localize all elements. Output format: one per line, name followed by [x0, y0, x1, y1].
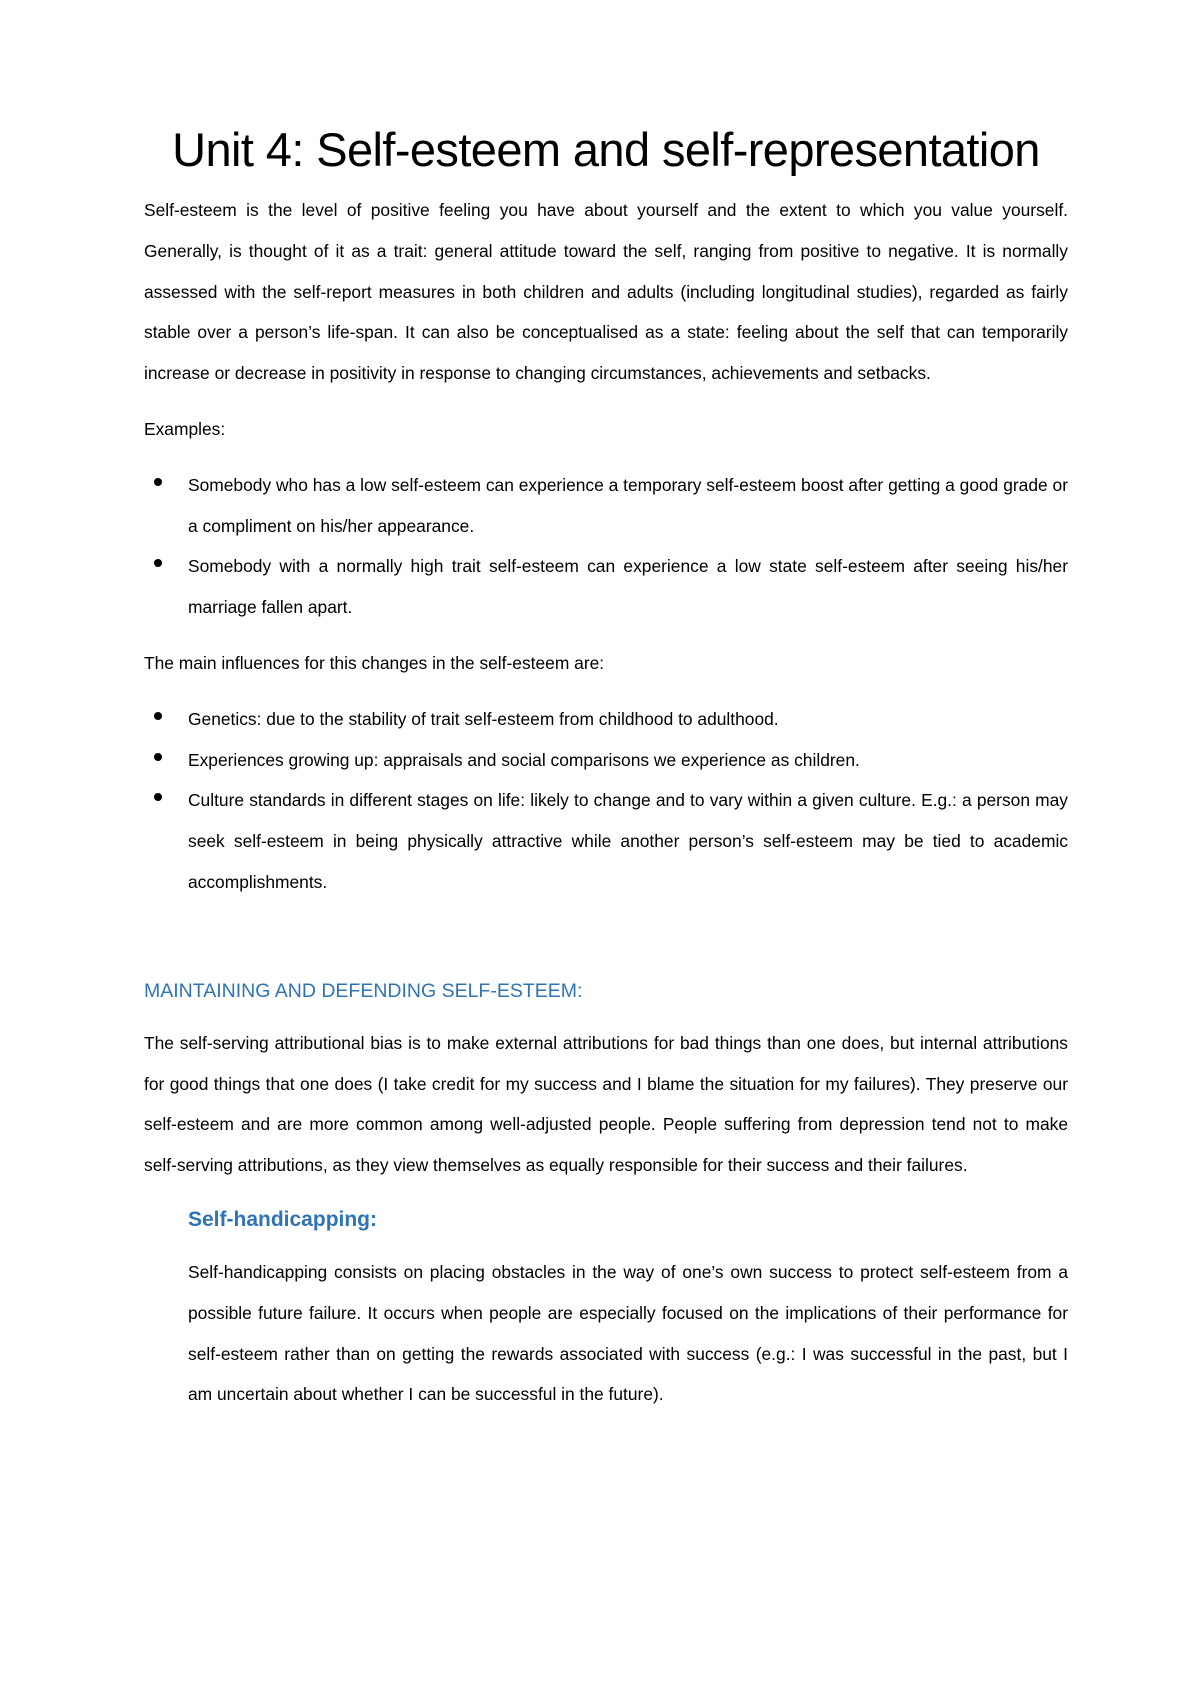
list-item-text: Experiences growing up: appraisals and social comparisons we experience as children.	[188, 749, 860, 770]
bullet-icon	[154, 559, 162, 567]
list-item-text: Somebody with a normally high trait self-esteem can experience a low state self-esteem after seeing his/her marriage fallen apart.	[188, 556, 1068, 618]
list-item-text: Genetics: due to the stability of trait self-esteem from childhood to adulthood.	[188, 708, 779, 729]
examples-list	[144, 465, 1068, 628]
list-item	[144, 780, 1068, 902]
bullet-icon	[154, 712, 162, 720]
list-item	[144, 740, 1068, 781]
section-heading: MAINTAINING AND DEFENDING SELF-ESTEEM:	[144, 979, 583, 1002]
bullet-icon	[154, 793, 162, 801]
list-item-text: Somebody who has a low self-esteem can experience a temporary self-esteem boost after getting a good grade or a compliment on his/her appearance.	[188, 474, 1068, 536]
list-item	[144, 699, 1068, 740]
examples-label: Examples:	[144, 418, 226, 439]
influences-intro: The main influences for this changes in the self-esteem are:	[144, 652, 605, 673]
bullet-icon	[154, 753, 162, 761]
subsection-heading: Self-handicapping:	[188, 1207, 377, 1231]
influences-list	[144, 699, 1068, 903]
subsection-paragraph: Self-handicapping consists on placing obstacles in the way of one’s own success to protect self-esteem from a possible future failure. It occurs when people are especially focused on the implications of their performance for self-esteem rather than on getting the rewards associated with success (e.g.: I was successful in the past, but I am uncertain about whether I can be successful in the future).	[188, 1261, 1068, 1405]
intro-paragraph: Self-esteem is the level of positive feeling you have about yourself and the extent to which you value yourself. Generally, is thought of it as a trait: general attitude toward the self, ranging from positive to negative. It is normally assessed with the self-report measures in both children and adults (including longitudinal studies), regarded as fairly stable over a person’s life-span. It can also be conceptualised as a state: feeling about the self that can temporarily increase or decrease in positivity in response to changing circumstances, achievements and setbacks.	[144, 200, 1068, 384]
list-item	[144, 546, 1068, 628]
bullet-icon	[154, 478, 162, 486]
section-paragraph: The self-serving attributional bias is to make external attributions for bad things than one does, but internal attributions for good things that one does (I take credit for my success and I blame the situation for my failures). They preserve our self-esteem and are more common among well-adjusted people. People suffering from depression tend not to make self-serving attributions, as they view themselves as equally responsible for their success and their failures.	[144, 1032, 1068, 1176]
list-item	[144, 465, 1068, 547]
list-item-text: Culture standards in different stages on life: likely to change and to vary within a given culture. E.g.: a person may seek self-esteem in being physically attractive while another person’s self-esteem may be tied to academic accomplishments.	[188, 790, 1068, 892]
page-title: Unit 4: Self-esteem and self-representation	[172, 123, 1040, 176]
